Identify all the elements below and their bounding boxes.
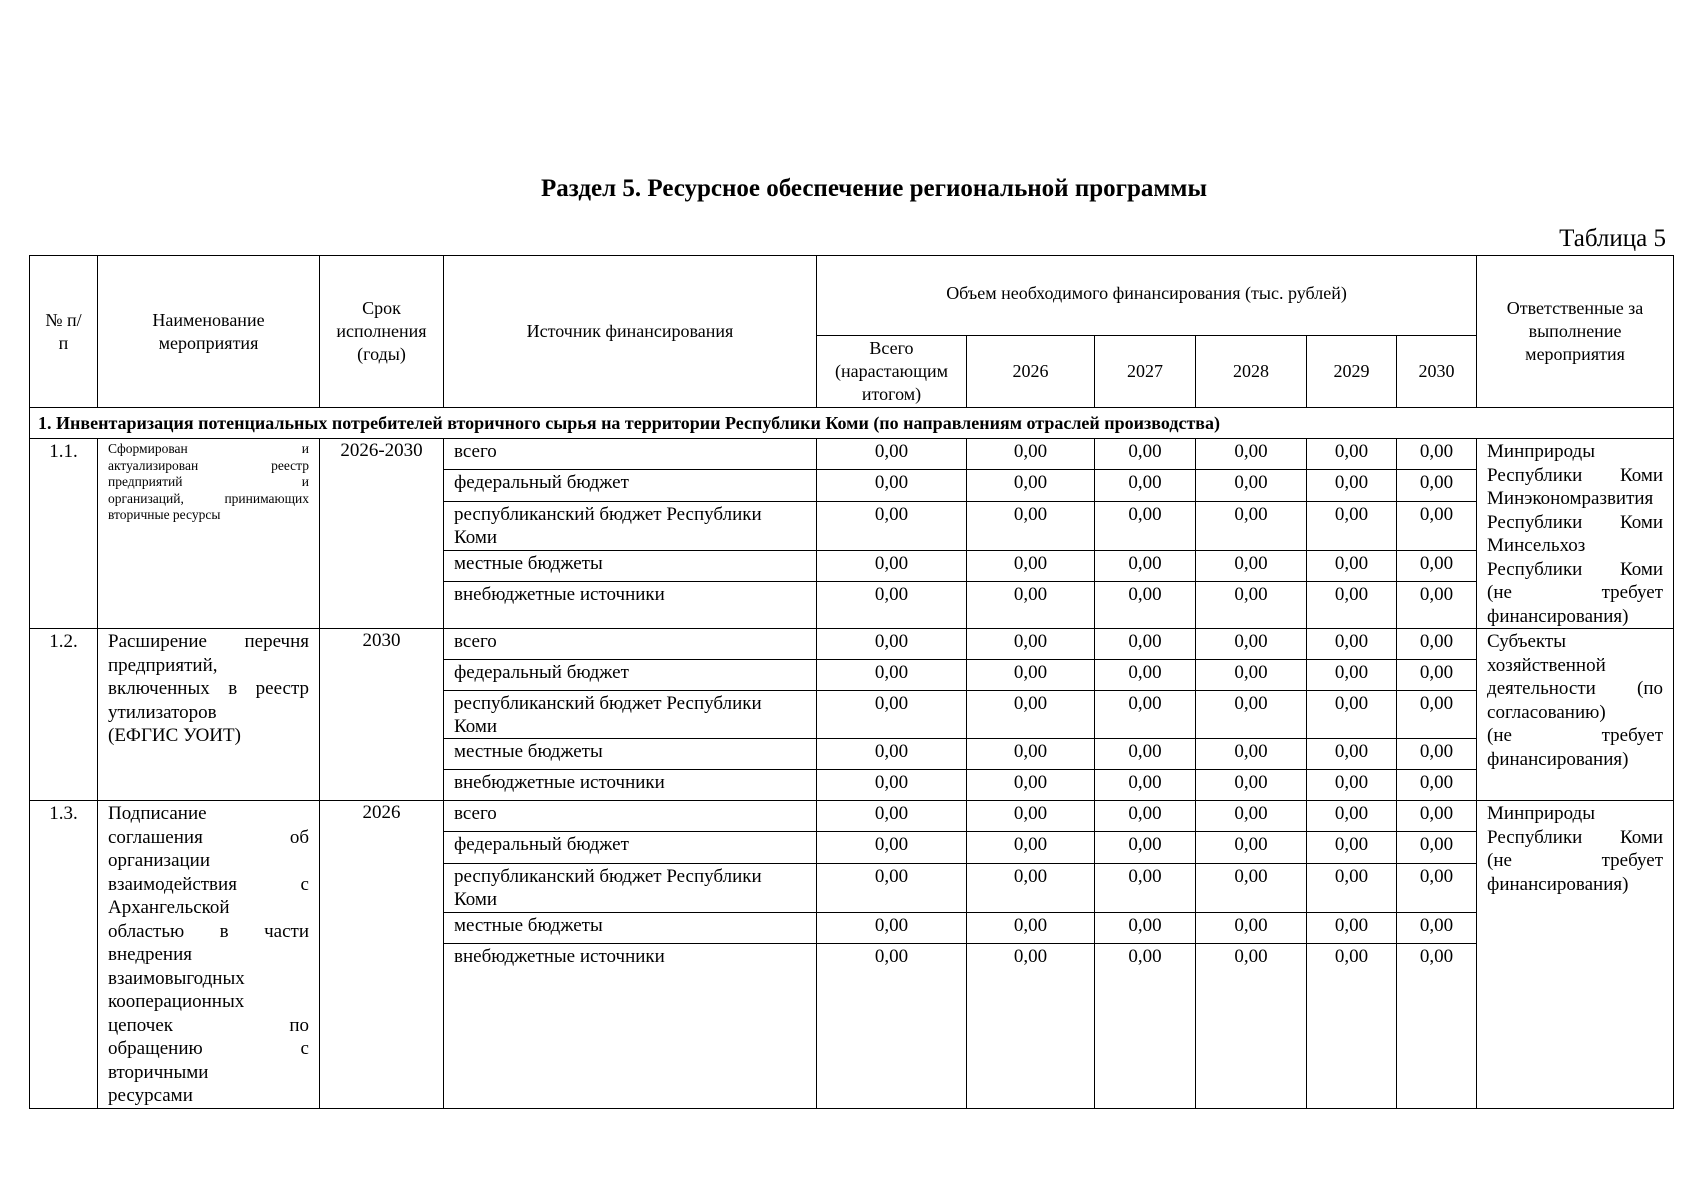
value-year: 0,00	[1307, 629, 1397, 660]
funding-source: республиканский бюджет Республики Коми	[444, 863, 817, 912]
value-year: 0,00	[1397, 801, 1477, 832]
value-total: 0,00	[817, 770, 967, 801]
value-year: 0,00	[1196, 582, 1307, 629]
value-total: 0,00	[817, 629, 967, 660]
funding-source: внебюджетные источники	[444, 582, 817, 629]
header-2027: 2027	[1095, 336, 1196, 408]
value-year: 0,00	[1397, 629, 1477, 660]
value-year: 0,00	[967, 691, 1095, 739]
value-year: 0,00	[1095, 739, 1196, 770]
value-year: 0,00	[1307, 832, 1397, 863]
item-name-line: кооперационных	[108, 991, 245, 1012]
funding-source: местные бюджеты	[444, 550, 817, 581]
responsible-line: хозяйственной	[1487, 654, 1606, 676]
item-term: 2026	[320, 801, 444, 1109]
resource-table	[29, 255, 1674, 1109]
value-total: 0,00	[817, 470, 967, 501]
responsible-line: (не требует	[1487, 850, 1664, 871]
value-year: 0,00	[1196, 944, 1307, 1108]
value-total: 0,00	[817, 739, 967, 770]
value-year: 0,00	[1196, 739, 1307, 770]
responsible-line: Республики Коми	[1487, 826, 1664, 848]
value-year: 0,00	[1095, 550, 1196, 581]
value-year: 0,00	[1196, 770, 1307, 801]
header-volume: Объем необходимого финансирования (тыс. рублей)	[817, 256, 1477, 336]
value-total: 0,00	[817, 801, 967, 832]
item-name-line: Сформирован и	[108, 441, 309, 456]
item-name-line: Расширение перечня	[108, 631, 309, 652]
value-year: 0,00	[1307, 470, 1397, 501]
value-year: 0,00	[967, 501, 1095, 550]
value-year: 0,00	[1397, 832, 1477, 863]
value-year: 0,00	[1307, 439, 1397, 470]
value-year: 0,00	[1307, 501, 1397, 550]
responsible-line: Минприроды	[1487, 803, 1595, 824]
responsible-line: Минприроды	[1487, 441, 1595, 462]
value-year: 0,00	[1095, 660, 1196, 691]
value-year: 0,00	[1397, 501, 1477, 550]
item-responsible	[1477, 439, 1674, 629]
value-total: 0,00	[817, 912, 967, 943]
value-year: 0,00	[1397, 770, 1477, 801]
item-name-line: утилизаторов	[108, 701, 217, 723]
value-year: 0,00	[1397, 470, 1477, 501]
item-name-line: предприятий,	[108, 654, 218, 676]
value-year: 0,00	[1095, 582, 1196, 629]
value-year: 0,00	[1397, 550, 1477, 581]
funding-source: всего	[444, 629, 817, 660]
item-name-line: предприятий и	[108, 474, 309, 489]
item-name	[98, 801, 320, 1109]
item-name-line: организации	[108, 850, 211, 871]
value-year: 0,00	[1397, 660, 1477, 691]
item-name-line: соглашения об	[108, 826, 309, 848]
value-total: 0,00	[817, 582, 967, 629]
responsible-line: финансирования)	[1487, 605, 1629, 627]
value-total: 0,00	[817, 550, 967, 581]
item-name	[98, 439, 320, 629]
responsible-line: Минэкономразвития	[1487, 488, 1654, 509]
value-year: 0,00	[1307, 660, 1397, 691]
item-name-line: Подписание	[108, 803, 207, 824]
value-year: 0,00	[1196, 501, 1307, 550]
value-year: 0,00	[967, 660, 1095, 691]
item-number: 1.2.	[30, 629, 98, 801]
value-year: 0,00	[1196, 691, 1307, 739]
funding-source: федеральный бюджет	[444, 660, 817, 691]
value-year: 0,00	[1307, 801, 1397, 832]
value-total: 0,00	[817, 439, 967, 470]
value-year: 0,00	[1095, 691, 1196, 739]
funding-source: местные бюджеты	[444, 912, 817, 943]
section-heading: 1. Инвентаризация потенциальных потребителей вторичного сырья на территории Республики Коми (по направлениям отраслей производства)	[30, 408, 1674, 439]
item-name-line: включенных в реестр	[108, 678, 309, 699]
value-year: 0,00	[1196, 863, 1307, 912]
item-name-line: организаций, принимающих	[108, 490, 309, 506]
responsible-line: (не требует	[1487, 582, 1664, 603]
value-year: 0,00	[967, 912, 1095, 943]
item-number: 1.1.	[30, 439, 98, 629]
value-year: 0,00	[1196, 550, 1307, 581]
funding-source: всего	[444, 801, 817, 832]
funding-source: внебюджетные источники	[444, 770, 817, 801]
value-year: 0,00	[1196, 470, 1307, 501]
value-year: 0,00	[1307, 739, 1397, 770]
value-year: 0,00	[1397, 863, 1477, 912]
value-year: 0,00	[967, 739, 1095, 770]
item-name	[98, 629, 320, 801]
page-title: Раздел 5. Ресурсное обеспечение региональной программы	[541, 175, 1207, 202]
value-year: 0,00	[1307, 912, 1397, 943]
value-year: 0,00	[967, 470, 1095, 501]
item-term: 2030	[320, 629, 444, 801]
item-name-line: обращению с	[108, 1038, 309, 1059]
value-year: 0,00	[967, 439, 1095, 470]
value-year: 0,00	[967, 944, 1095, 1108]
value-year: 0,00	[1307, 582, 1397, 629]
responsible-line: Республики Коми	[1487, 464, 1664, 486]
value-year: 0,00	[1196, 801, 1307, 832]
value-year: 0,00	[1397, 439, 1477, 470]
value-year: 0,00	[967, 801, 1095, 832]
item-name-line: ресурсами	[108, 1085, 193, 1106]
table-row	[30, 439, 1674, 470]
item-name-line: вторичные ресурсы	[108, 507, 221, 522]
value-year: 0,00	[967, 770, 1095, 801]
item-name-line: вторичными	[108, 1061, 209, 1083]
item-responsible	[1477, 801, 1674, 1109]
funding-source: республиканский бюджет Республики Коми	[444, 501, 817, 550]
item-name-line: цепочек по	[108, 1014, 309, 1036]
item-term: 2026-2030	[320, 439, 444, 629]
value-total: 0,00	[817, 691, 967, 739]
table-label: Таблица 5	[1559, 225, 1666, 252]
value-year: 0,00	[1095, 439, 1196, 470]
value-year: 0,00	[1095, 801, 1196, 832]
responsible-line: Минсельхоз	[1487, 535, 1586, 556]
value-year: 0,00	[1095, 832, 1196, 863]
responsible-line: согласованию)	[1487, 701, 1606, 723]
value-year: 0,00	[1196, 660, 1307, 691]
item-name-line: взаимовыгодных	[108, 967, 245, 989]
value-year: 0,00	[967, 582, 1095, 629]
value-year: 0,00	[1307, 691, 1397, 739]
funding-source: республиканский бюджет Республики Коми	[444, 691, 817, 739]
item-number: 1.3.	[30, 801, 98, 1109]
value-year: 0,00	[1095, 629, 1196, 660]
value-year: 0,00	[1095, 470, 1196, 501]
value-year: 0,00	[1196, 439, 1307, 470]
responsible-line: Республики Коми	[1487, 558, 1664, 580]
header-2026: 2026	[967, 336, 1095, 408]
value-year: 0,00	[1397, 582, 1477, 629]
value-year: 0,00	[1196, 832, 1307, 863]
value-year: 0,00	[1095, 912, 1196, 943]
header-2029: 2029	[1307, 336, 1397, 408]
header-name: Наименование мероприятия	[98, 256, 320, 408]
value-year: 0,00	[1196, 629, 1307, 660]
responsible-line: финансирования)	[1487, 873, 1629, 895]
item-name-line: взаимодействия с	[108, 873, 309, 895]
value-year: 0,00	[1095, 863, 1196, 912]
funding-source: всего	[444, 439, 817, 470]
item-name-line: Архангельской	[108, 897, 230, 918]
item-name-line: актуализирован реестр	[108, 457, 309, 473]
responsible-line: деятельности (по	[1487, 678, 1664, 699]
value-year: 0,00	[967, 550, 1095, 581]
header-resp: Ответственные за выполнение мероприятия	[1477, 256, 1674, 408]
value-year: 0,00	[1307, 863, 1397, 912]
item-name-line: (ЕФГИС УОИТ)	[108, 725, 241, 746]
value-total: 0,00	[817, 832, 967, 863]
value-year: 0,00	[1397, 691, 1477, 739]
header-term: Срок исполнения (годы)	[320, 256, 444, 408]
header-2030: 2030	[1397, 336, 1477, 408]
responsible-line: Субъекты	[1487, 631, 1566, 652]
funding-source: федеральный бюджет	[444, 470, 817, 501]
value-year: 0,00	[1095, 944, 1196, 1108]
value-year: 0,00	[967, 863, 1095, 912]
value-year: 0,00	[1307, 944, 1397, 1108]
header-2028: 2028	[1196, 336, 1307, 408]
funding-source: внебюджетные источники	[444, 944, 817, 1108]
value-year: 0,00	[1307, 550, 1397, 581]
value-year: 0,00	[1307, 770, 1397, 801]
header-total: Всего (нарастающим итогом)	[817, 336, 967, 408]
table-row	[30, 629, 1674, 660]
header-num: № п/п	[30, 256, 98, 408]
responsible-line: финансирования)	[1487, 748, 1629, 770]
funding-source: федеральный бюджет	[444, 832, 817, 863]
responsible-line: (не требует	[1487, 725, 1664, 746]
value-year: 0,00	[967, 832, 1095, 863]
header-source: Источник финансирования	[444, 256, 817, 408]
value-total: 0,00	[817, 863, 967, 912]
value-year: 0,00	[1095, 501, 1196, 550]
value-total: 0,00	[817, 501, 967, 550]
value-year: 0,00	[1196, 912, 1307, 943]
item-name-line: областью в части	[108, 920, 309, 942]
table-row	[30, 801, 1674, 832]
value-year: 0,00	[1397, 912, 1477, 943]
item-name-line: внедрения	[108, 944, 192, 965]
item-responsible	[1477, 629, 1674, 801]
funding-source: местные бюджеты	[444, 739, 817, 770]
value-year: 0,00	[967, 629, 1095, 660]
value-total: 0,00	[817, 944, 967, 1108]
value-year: 0,00	[1095, 770, 1196, 801]
responsible-line: Республики Коми	[1487, 511, 1664, 533]
value-year: 0,00	[1397, 739, 1477, 770]
value-year: 0,00	[1397, 944, 1477, 1108]
value-total: 0,00	[817, 660, 967, 691]
